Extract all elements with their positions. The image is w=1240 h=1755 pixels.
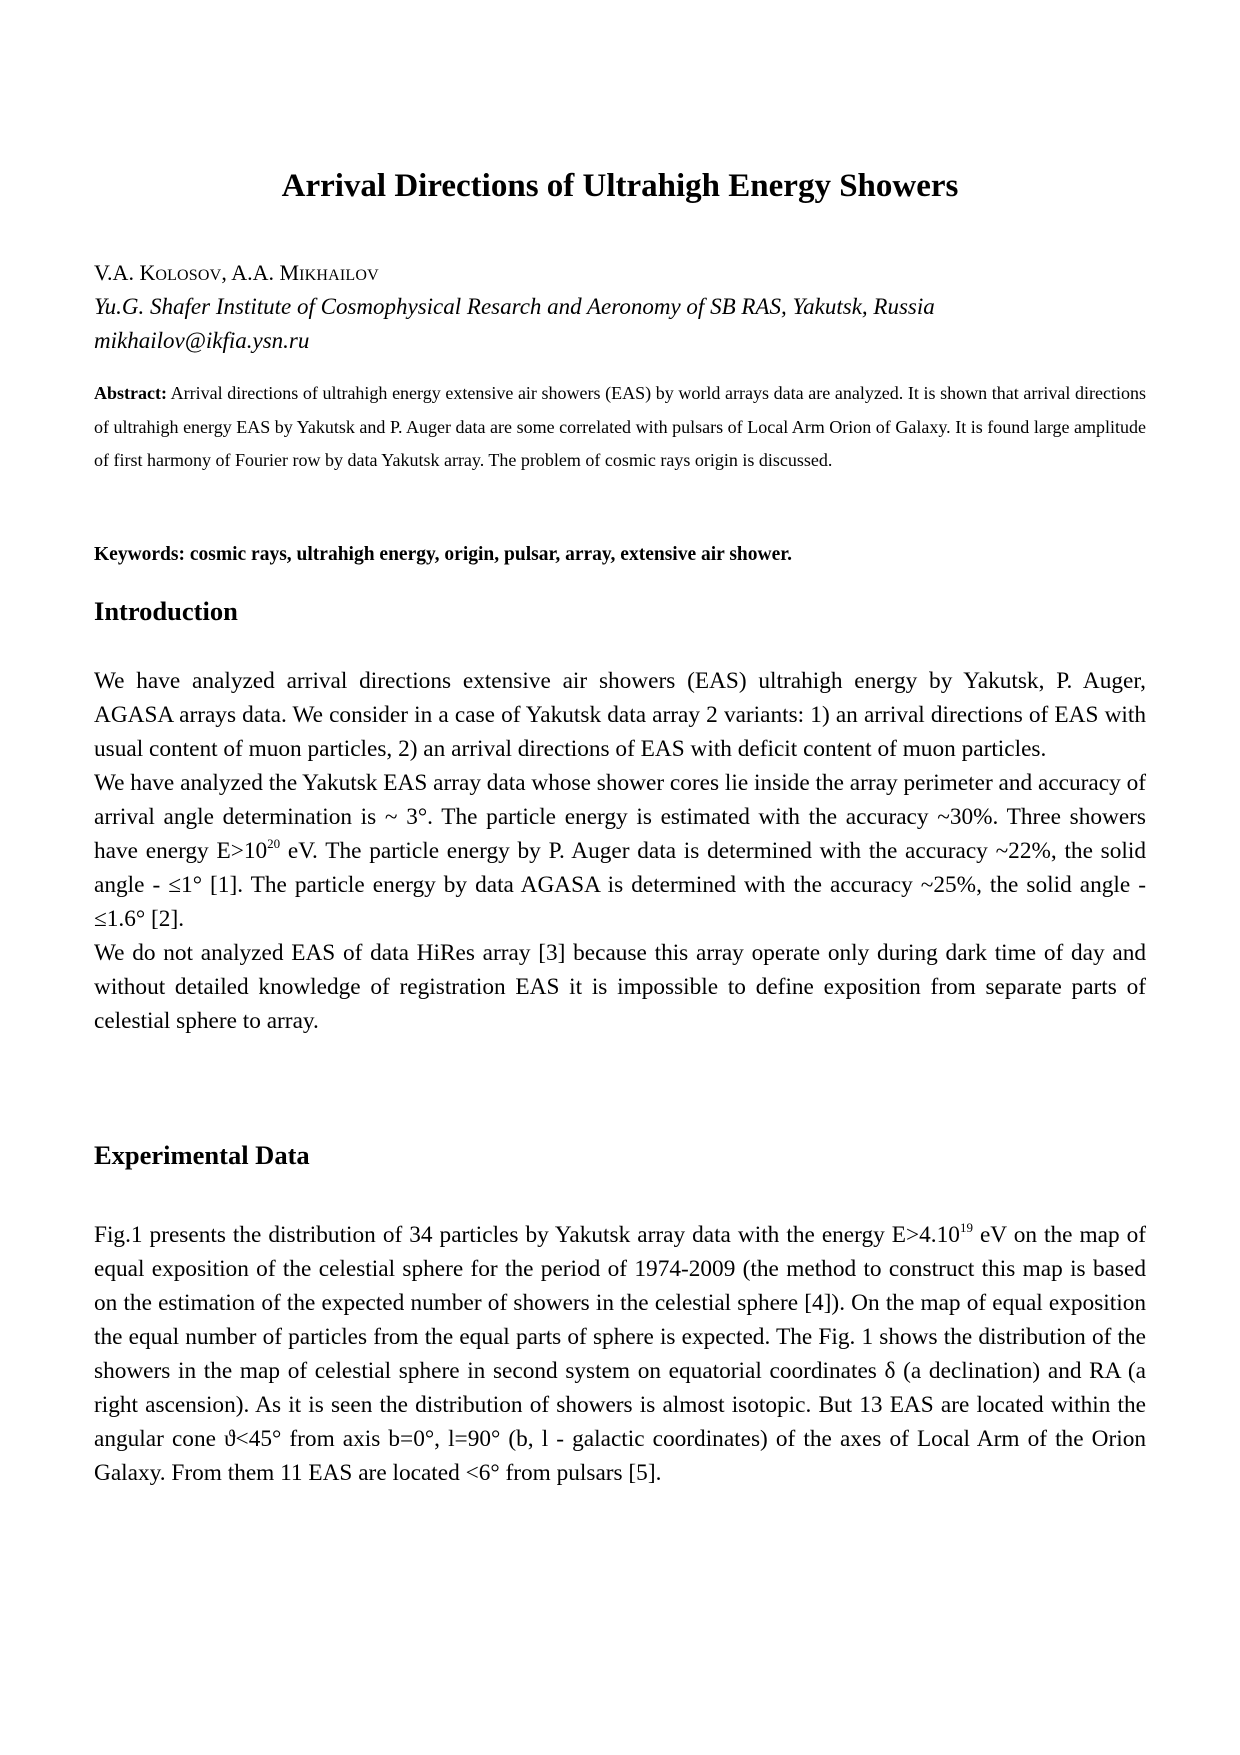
experimental-paragraph-1-part-a: Fig.1 presents the distribution of 34 particles by Yakutsk array data with the energy E>4.10 xyxy=(94,1222,960,1248)
author-list xyxy=(94,258,1146,291)
affiliation-block xyxy=(94,290,1146,358)
introduction-body xyxy=(94,664,1146,1038)
intro-paragraph-2-part-a: We have analyzed the Yakutsk EAS array data whose shower cores lie inside the array perimeter and accuracy of arrival angle determination is ~ 3°. The particle energy is estimated with the accuracy ~30%. Three showers have energy E>10 xyxy=(94,770,1146,864)
section-heading-introduction: Introduction xyxy=(94,596,238,626)
author-2-initials: A.A. M xyxy=(231,260,300,285)
energy-exponent: 19 xyxy=(959,1220,973,1236)
section-heading-experimental-data: Experimental Data xyxy=(94,1140,310,1170)
author-1-surname-rest: OLOSOV xyxy=(155,267,222,284)
intro-paragraph-3: We do not analyzed EAS of data HiRes array [3] because this array operate only during dark time of day and without detailed knowledge of registration EAS it is impossible to define exposition from separate parts of celestial sphere to array. xyxy=(94,940,1146,1034)
author-email: mikhailov@ikfia.ysn.ru xyxy=(94,328,310,353)
affiliation: Yu.G. Shafer Institute of Cosmophysical Resarch and Aeronomy of SB RAS, Yakutsk, Russia xyxy=(94,294,935,319)
intro-paragraph-2-part-b: eV. The particle energy by P. Auger data is determined with the accuracy ~22%, the solid angle - ≤1° [1]. The particle energy by data AGASA is determined with the accuracy ~25%, the solid angle - ≤1.6° [2]. xyxy=(94,838,1146,932)
author-1-initials: V.A. K xyxy=(94,260,156,285)
abstract-text: Arrival directions of ultrahigh energy extensive air showers (EAS) by world arrays data are analyzed. It is shown that arrival directions of ultrahigh energy EAS by Yakutsk and P. Auger data are some correlated with pulsars of Local Arm Orion of Galaxy. It is found large amplitude of first harmony of Fourier row by data Yakutsk array. The problem of cosmic rays origin is discussed. xyxy=(94,383,1146,470)
experimental-body xyxy=(94,1218,1146,1490)
intro-paragraph-1: We have analyzed arrival directions extensive air showers (EAS) ultrahigh energy by Yakutsk, P. Auger, AGASA arrays data. We consider in a case of Yakutsk data array 2 variants: 1) an arrival directions of EAS with usual content of muon particles, 2) an arrival directions of EAS with deficit content of muon particles. xyxy=(94,668,1146,762)
intro-paragraph-2 xyxy=(94,766,1146,936)
paper-title: Arrival Directions of Ultrahigh Energy Showers xyxy=(281,168,959,204)
abstract xyxy=(94,377,1146,478)
energy-exponent: 20 xyxy=(267,836,281,852)
experimental-paragraph-1 xyxy=(94,1218,1146,1490)
keywords: Keywords: cosmic rays, ultrahigh energy, origin, pulsar, array, extensive air shower. xyxy=(94,544,792,565)
author-2-surname-rest: IKHAILOV xyxy=(299,267,379,284)
author-separator: , xyxy=(221,260,232,285)
abstract-label: Abstract: xyxy=(94,383,167,403)
experimental-paragraph-1-part-b: eV on the map of equal exposition of the celestial sphere for the period of 1974-2009 (the method to construct this map is based on the estimation of the expected number of showers in the celestial sphere [4]). On the map of equal exposition the equal number of particles from the equal parts of sphere is expected. The Fig. 1 shows the distribution of the showers in the map of celestial sphere in second system on equatorial coordinates δ (a declination) and RA (a right ascension). As it is seen the distribution of showers is almost isotopic. But 13 EAS are located within the angular cone ϑ<45° from axis b=0°, l=90° (b, l - galactic coordinates) of the axes of Local Arm of the Orion Galaxy. From them 11 EAS are located <6° from pulsars [5]. xyxy=(94,1222,1147,1486)
